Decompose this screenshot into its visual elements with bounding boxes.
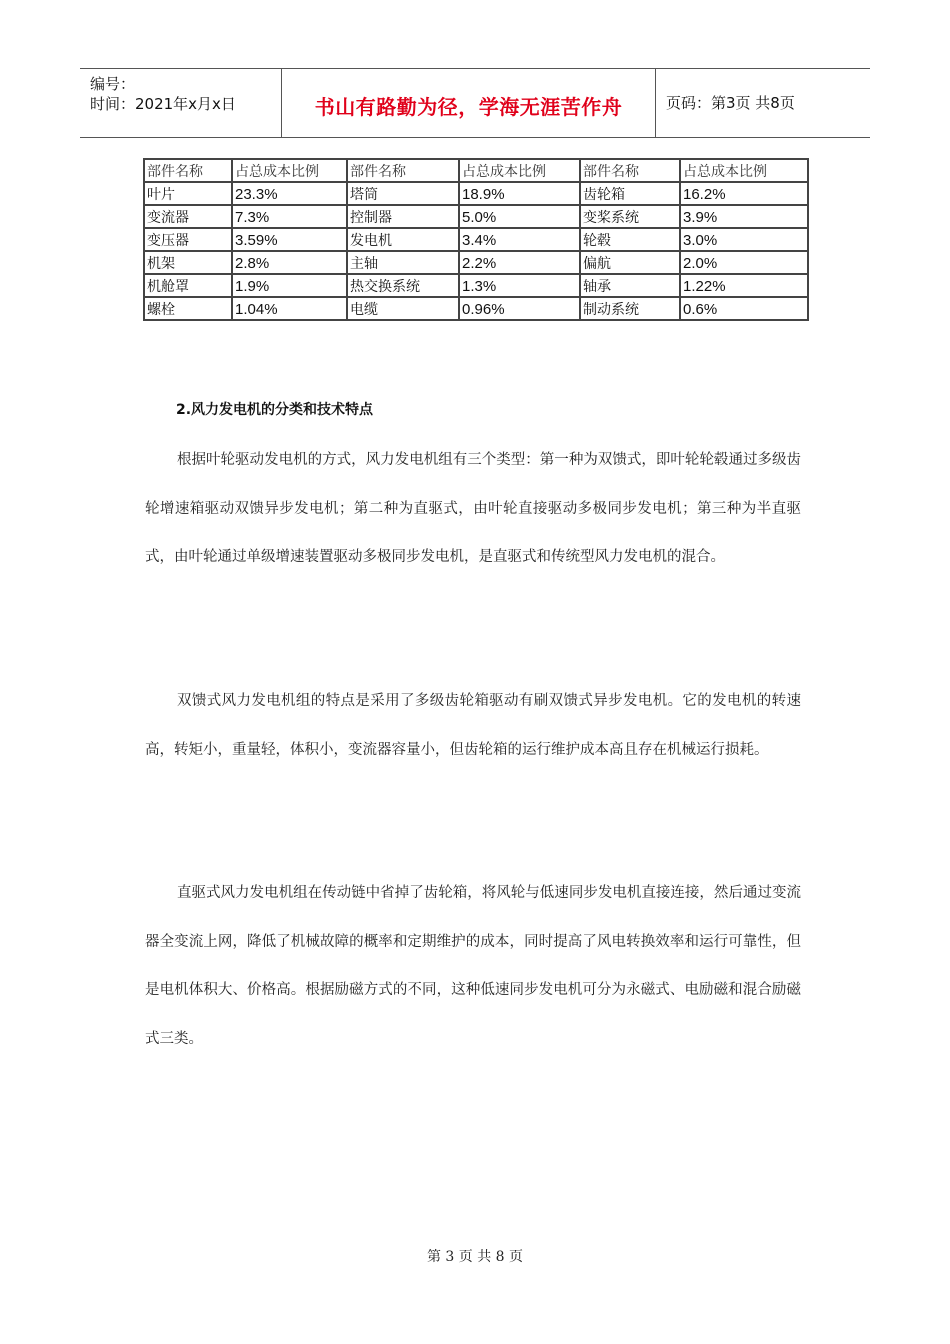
component-name-cell: 变桨系统 [580,205,680,228]
motto-text: 书山有路勤为径，学海无涯苦作舟 [314,95,623,119]
cost-ratio-cell: 2.2% [459,251,580,274]
body-paragraph: 双馈式风力发电机组的特点是采用了多级齿轮箱驱动有刷双馈式异步发电机。它的发电机的转速高，转矩小，重量轻，体积小，变流器容量小，但齿轮箱的运行维护成本高且存在机械运行损耗。 [145,693,801,758]
component-name-cell: 变流器 [144,205,232,228]
table-row [144,182,808,205]
cost-ratio-cell: 16.2% [680,182,808,205]
table-row [144,251,808,274]
component-name-cell: 变压器 [144,228,232,251]
component-name-cell: 热交换系统 [347,274,459,297]
component-name-cell: 齿轮箱 [580,182,680,205]
body-paragraph: 直驱式风力发电机组在传动链中省掉了齿轮箱，将风轮与低速同步发电机直接连接，然后通过变流器全变流上网，降低了机械故障的概率和定期维护的成本，同时提高了风电转换效率和运行可靠性，但是电机体积大、价格高。根据励磁方式的不同，这种低速同步发电机可分为永磁式、电励磁和混合励磁式三类。 [145,885,801,1047]
component-name-cell: 机舱罩 [144,274,232,297]
document-header [80,68,870,138]
body-paragraph: 根据叶轮驱动发电机的方式，风力发电机组有三个类型：第一种为双馈式，即叶轮轮毂通过多级齿轮增速箱驱动双馈异步发电机；第二种为直驱式，由叶轮直接驱动多极同步发电机；第三种为半直驱式，由叶轮通过单级增速装置驱动多极同步发电机，是直驱式和传统型风力发电机的混合。 [145,452,801,565]
header-page-cell [656,69,870,137]
component-name-cell: 螺栓 [144,297,232,320]
table-row [144,274,808,297]
component-name-cell: 叶片 [144,182,232,205]
cost-ratio-table [143,158,809,321]
component-name-cell: 制动系统 [580,297,680,320]
cost-ratio-cell: 7.3% [232,205,347,228]
component-name-cell: 机架 [144,251,232,274]
table-header-cell: 部件名称 [144,159,232,182]
component-name-cell: 塔筒 [347,182,459,205]
cost-ratio-cell: 1.9% [232,274,347,297]
cost-ratio-cell: 3.59% [232,228,347,251]
table-row [144,205,808,228]
component-name-cell: 主轴 [347,251,459,274]
table-header-row [144,159,808,182]
document-date-label: 时间：2021年x月x日 [90,95,236,113]
cost-ratio-cell: 18.9% [459,182,580,205]
section-heading: 2.风力发电机的分类和技术特点 [176,402,374,418]
component-name-cell: 电缆 [347,297,459,320]
cost-ratio-cell: 1.3% [459,274,580,297]
page-footer: 第 3 页 共 8 页 [426,1249,524,1265]
table-header-cell: 占总成本比例 [232,159,347,182]
cost-ratio-cell: 23.3% [232,182,347,205]
cost-ratio-cell: 3.0% [680,228,808,251]
document-number-label: 编号： [90,75,136,93]
header-page-info: 页码：第3页 共8页 [666,94,795,112]
table-header-cell: 部件名称 [580,159,680,182]
cost-ratio-cell: 0.6% [680,297,808,320]
cost-ratio-cell: 3.9% [680,205,808,228]
table-header-cell: 占总成本比例 [459,159,580,182]
component-name-cell: 轮毂 [580,228,680,251]
cost-ratio-cell: 3.4% [459,228,580,251]
header-info-cell [80,69,282,137]
table-row [144,297,808,320]
cost-ratio-cell: 2.8% [232,251,347,274]
cost-ratio-cell: 1.04% [232,297,347,320]
table-header-cell: 部件名称 [347,159,459,182]
cost-ratio-cell: 0.96% [459,297,580,320]
header-motto-cell [282,69,656,137]
table-header-cell: 占总成本比例 [680,159,808,182]
component-name-cell: 控制器 [347,205,459,228]
cost-ratio-cell: 1.22% [680,274,808,297]
table-row [144,228,808,251]
component-name-cell: 轴承 [580,274,680,297]
component-name-cell: 发电机 [347,228,459,251]
cost-ratio-cell: 2.0% [680,251,808,274]
component-name-cell: 偏航 [580,251,680,274]
cost-ratio-cell: 5.0% [459,205,580,228]
